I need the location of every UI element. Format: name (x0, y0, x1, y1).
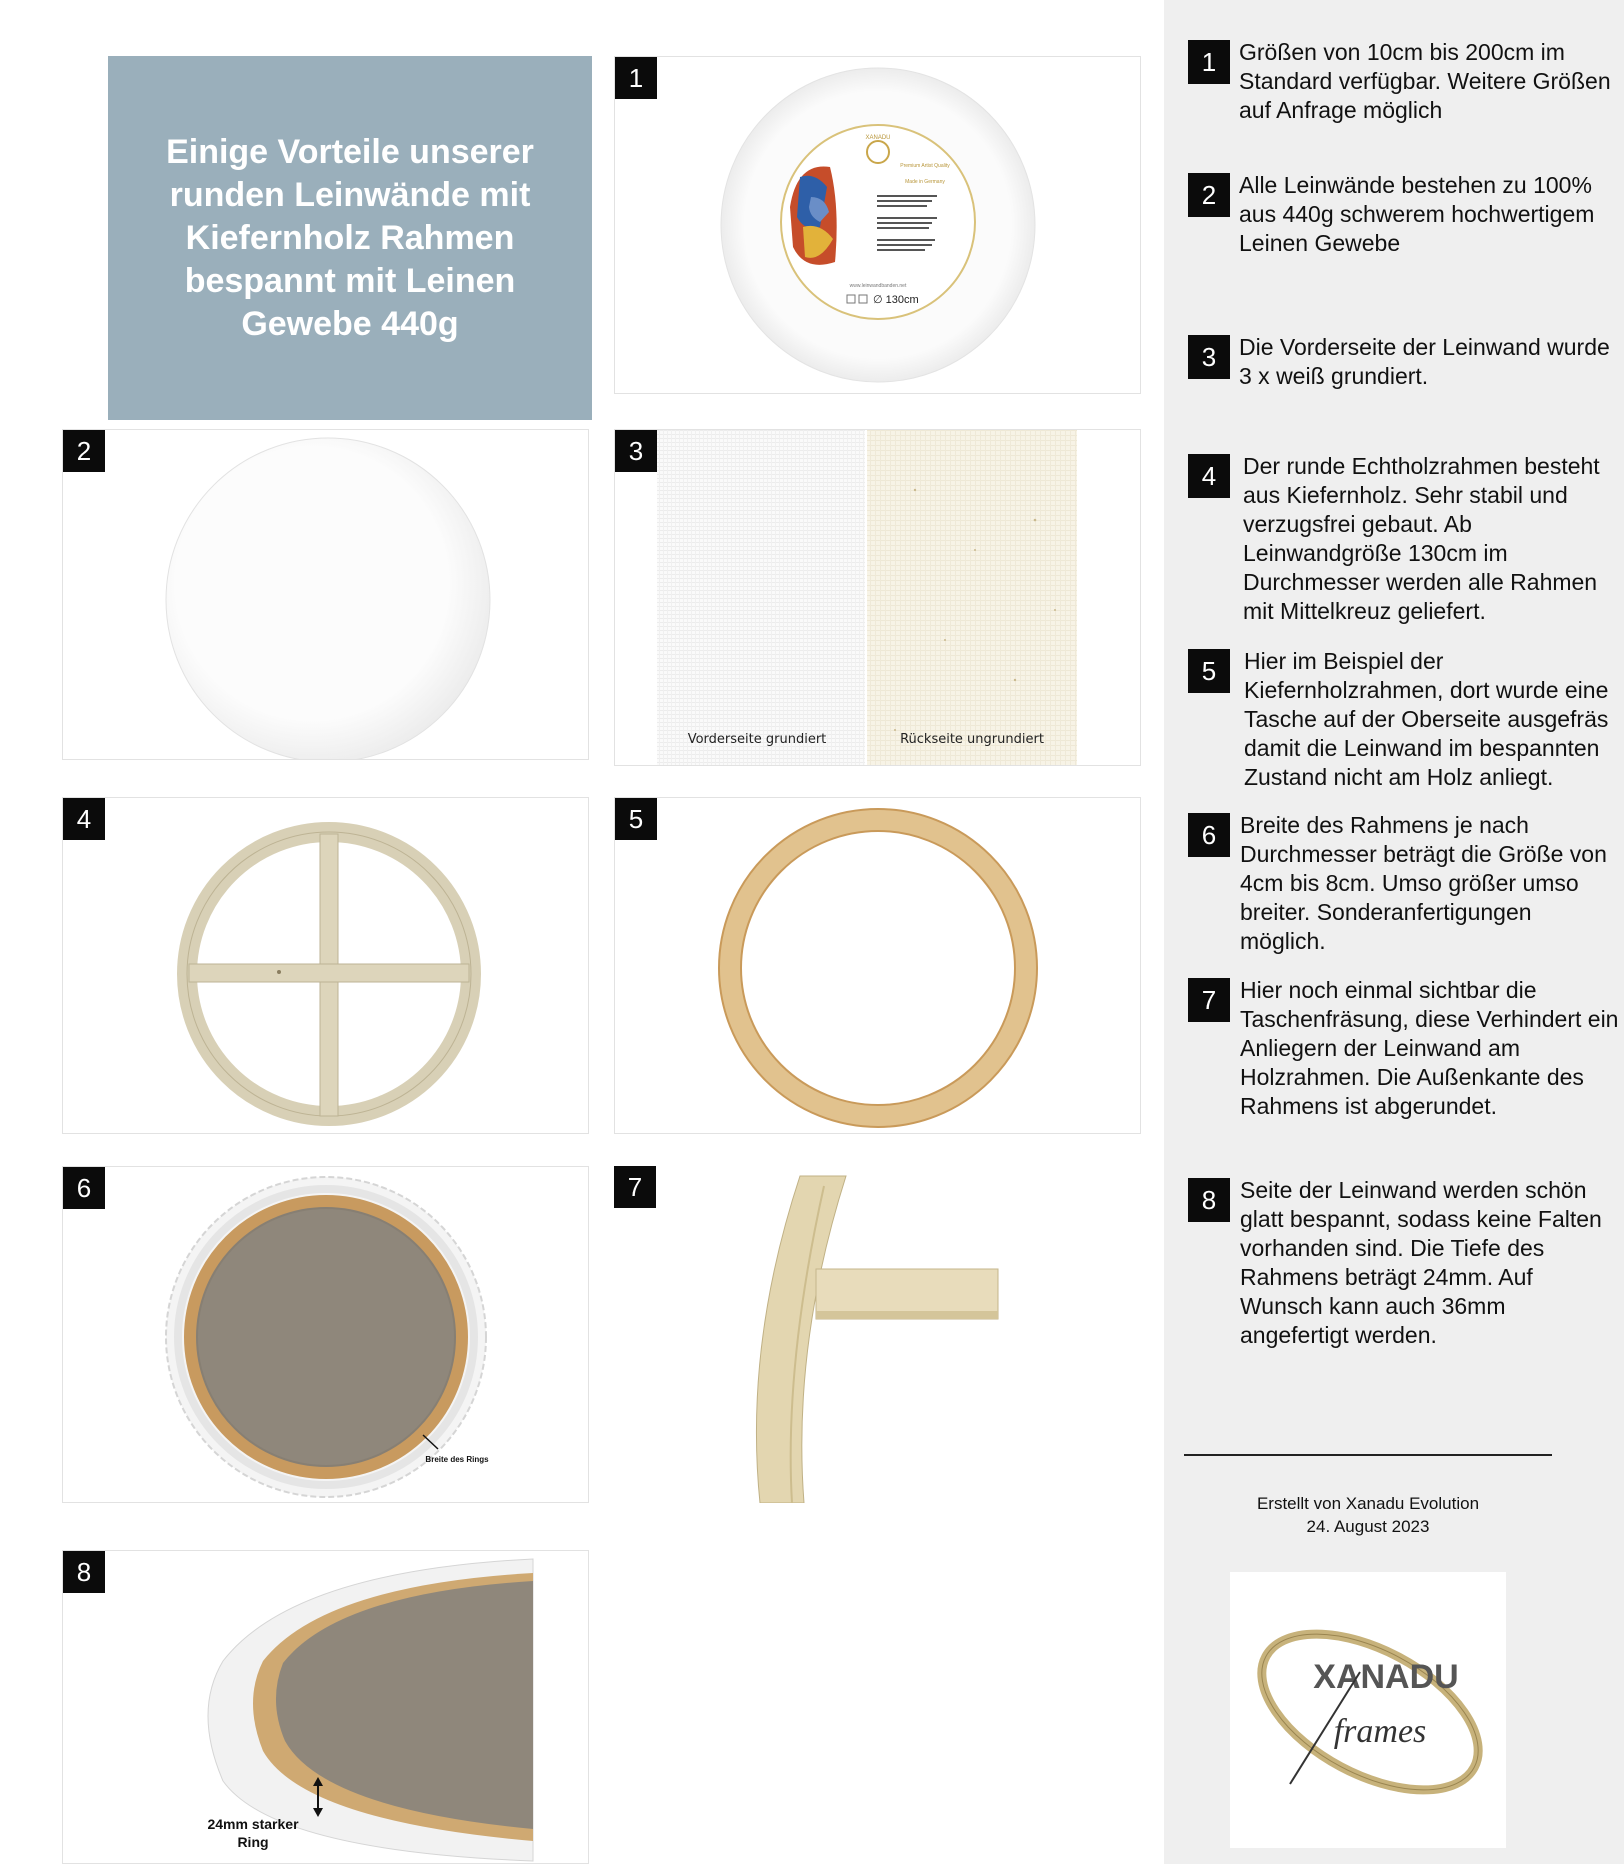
badge-7: 7 (614, 1166, 656, 1208)
feature-text-4: Der runde Echtholzrahmen besteht aus Kiefernholz. Sehr stabil und verzugsfrei gebaut. Ab Leinwandgröße 130cm im Durchmesser werden alle Rahmen mit Mittelkreuz geliefert. (1243, 453, 1600, 624)
page-title: Einige Vorteile unserer runden Leinwände mit Kiefernholz Rahmen bespannt mit Leinen Gewebe 440g (166, 132, 534, 343)
tile-7 (614, 1166, 1141, 1503)
badge-1: 1 (615, 57, 657, 99)
feature-number-7: 7 (1188, 978, 1230, 1022)
tile-3 (614, 429, 1141, 766)
label-url: www.leinwandbanden.net (849, 283, 907, 289)
canvas-back-side-image (63, 1167, 589, 1503)
feature-number-1: 1 (1188, 40, 1230, 84)
round-canvas-with-label-image (615, 57, 1141, 394)
feature-number-2: 2 (1188, 173, 1230, 217)
badge-3: 3 (615, 430, 657, 472)
badge-4: 4 (63, 798, 105, 840)
logo-graphic-icon (1230, 1572, 1506, 1848)
badge-2: 2 (63, 430, 105, 472)
pine-frame-ring-image (615, 798, 1141, 1134)
label-quality: Premium Artist Quality (900, 163, 950, 169)
credit (1184, 1492, 1552, 1538)
feature-number-5: 5 (1188, 649, 1230, 693)
depth-annotation: 24mm starker Ring (207, 1816, 299, 1850)
credit-date: 24. August 2023 (1306, 1517, 1430, 1536)
tile-5 (614, 797, 1141, 1134)
badge-5: 5 (615, 798, 657, 840)
feature-text-8: Seite der Leinwand werden schön glatt bespannt, sodass keine Falten vorhanden sind. Die Tiefe des Rahmens beträgt 24mm. Auf Wunsch kann auch 36mm angefertigt werden. (1240, 1177, 1602, 1348)
caption-back: Rückseite ungrundiert (900, 732, 1044, 747)
frame-with-center-cross-image (63, 798, 589, 1134)
feature-text-5: Hier im Beispiel der Kiefernholzrahmen, dort wurde eine Tasche auf der Oberseite ausgefräs damit die Leinwand im bespannten Zustand nicht am Holz anliegt. (1244, 648, 1609, 790)
label-diameter: ∅ 130cm (873, 294, 919, 306)
label-brand: XANADU (865, 135, 891, 141)
logo-word-frames: frames (1333, 1713, 1427, 1750)
feature-number-4: 4 (1188, 454, 1230, 498)
divider (1184, 1454, 1552, 1456)
feature-number-3: 3 (1188, 335, 1230, 379)
feature-text-3: Die Vorderseite der Leinwand wurde 3 x weiß grundiert. (1239, 334, 1610, 389)
feature-text-7: Hier noch einmal sichtbar die Taschenfräsung, diese Verhindert ein Anliegern der Leinwand am Holzrahmen. Die Außenkante des Rahmens ist abgerundet. (1240, 977, 1619, 1119)
tile-8 (62, 1550, 589, 1864)
feature-text-1: Größen von 10cm bis 200cm im Standard verfügbar. Weitere Größen auf Anfrage möglich (1239, 39, 1611, 123)
label-made: Made in Germany (905, 179, 945, 185)
feature-text-2: Alle Leinwände bestehen zu 100% aus 440g schwerem hochwertigem Leinen Gewebe (1239, 172, 1595, 256)
badge-6: 6 (63, 1167, 105, 1209)
canvas-edge-side-view-image (63, 1551, 589, 1864)
tile-2 (62, 429, 589, 760)
caption-front: Vorderseite grundiert (687, 732, 827, 747)
ring-width-annotation: Breite des Rings (425, 1455, 489, 1464)
title-box (108, 56, 592, 420)
tile-1 (614, 56, 1141, 394)
logo-word-xanadu: XANADU (1313, 1658, 1459, 1696)
xanadu-frames-logo (1230, 1572, 1506, 1848)
blank-round-canvas-image (63, 430, 589, 760)
frame-rebate-detail-image (614, 1166, 1141, 1503)
tile-6 (62, 1166, 589, 1503)
badge-8: 8 (63, 1551, 105, 1593)
credit-author: Erstellt von Xanadu Evolution (1256, 1494, 1480, 1513)
feature-number-6: 6 (1188, 813, 1230, 857)
tile-4 (62, 797, 589, 1134)
feature-text-6: Breite des Rahmens je nach Durchmesser beträgt die Größe von 4cm bis 8cm. Umso größer umso breiter. Sonderanfertigungen möglich. (1240, 812, 1607, 954)
canvas-front-back-texture-image (615, 430, 1141, 766)
feature-number-8: 8 (1188, 1178, 1230, 1222)
